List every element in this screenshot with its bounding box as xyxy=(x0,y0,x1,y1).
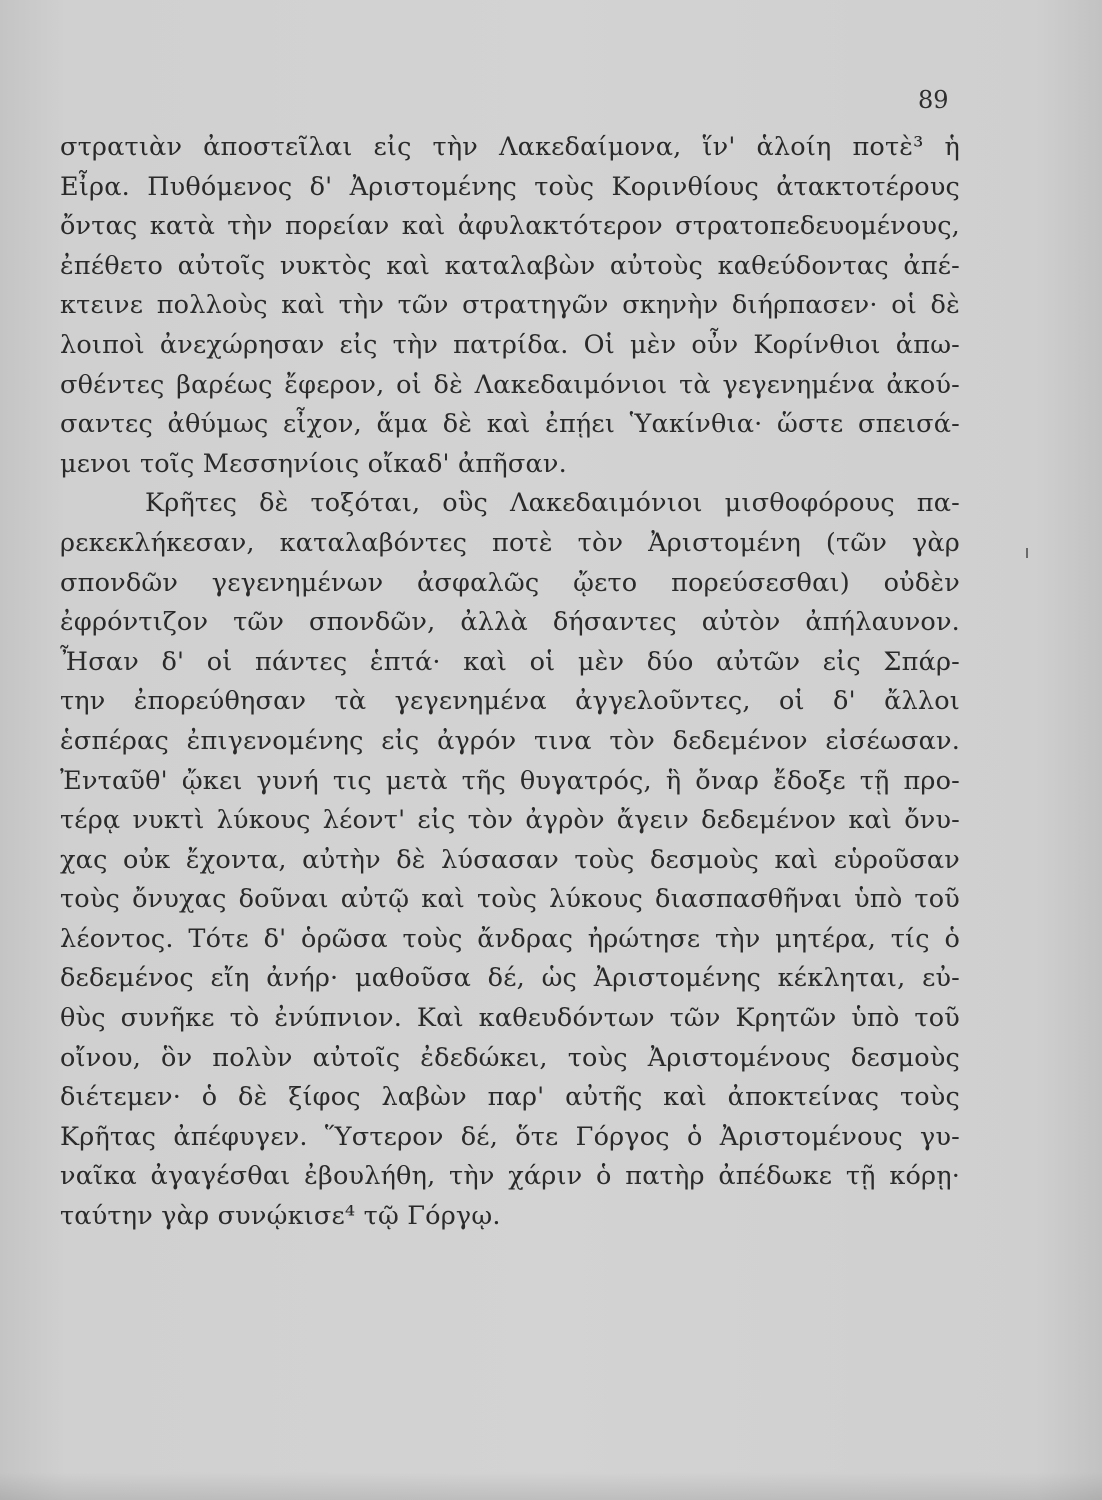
text-line: ἐφρόντιζον τῶν σπονδῶν, ἀλλὰ δήσαντες αὐτὸν ἀπήλαυνον. xyxy=(60,607,960,638)
body-text xyxy=(60,128,960,1237)
text-line: τοὺς ὄνυχας δοῦναι αὐτῷ καὶ τοὺς λύκους διασπασθῆναι ὑπὸ τοῦ xyxy=(60,884,960,915)
text-line: μενοι τοῖς Μεσσηνίοις οἴκαδ' ἀπῆσαν. xyxy=(60,448,567,479)
text-line: τέρᾳ νυκτὶ λύκους λέοντ' εἰς τὸν ἀγρὸν ἄγειν δεδεμένον καὶ ὄνυ- xyxy=(60,805,960,836)
text-line: δεδεμένος εἴη ἀνήρ· μαθοῦσα δέ, ὡς Ἀριστομένης κέκληται, εὐ- xyxy=(60,963,960,994)
text-line: σπονδῶν γεγενημένων ἀσφαλῶς ᾤετο πορεύσεσθαι) οὐδὲν xyxy=(60,567,960,598)
text-line: σθέντες βαρέως ἔφερον, οἱ δὲ Λακεδαιμόνιοι τὰ γεγενημένα ἀκού- xyxy=(60,369,960,400)
text-line: ρεκεκλήκεσαν, καταλαβόντες ποτὲ τὸν Ἀριστομένη (τῶν γὰρ xyxy=(60,527,960,558)
text-line: ἑσπέρας ἐπιγενομένης εἰς ἀγρόν τινα τὸν δεδεμένον εἰσέωσαν. xyxy=(60,725,960,756)
text-line: στρατιὰν ἀποστεῖλαι εἰς τὴν Λακεδαίμονα, ἵν' ἁλοίη ποτὲ³ ἡ xyxy=(60,132,960,162)
text-line: κτεινε πολλοὺς καὶ τὴν τῶν στρατηγῶν σκηνὴν διήρπασεν· οἱ δὲ xyxy=(60,290,960,321)
text-line: σαντες ἀθύμως εἶχον, ἅμα δὲ καὶ ἐπῄει Ὑακίνθια· ὥστε σπεισά- xyxy=(60,409,960,440)
text-line: την ἐπορεύθησαν τὰ γεγενημένα ἀγγελοῦντες, οἱ δ' ἄλλοι xyxy=(60,686,960,717)
text-line: ὄντας κατὰ τὴν πορείαν καὶ ἀφυλακτότερον στρατοπεδευομένους, xyxy=(60,211,960,242)
text-line: λοιποὶ ἀνεχώρησαν εἰς τὴν πατρίδα. Οἱ μὲν οὖν Κορίνθιοι ἀπω- xyxy=(60,329,960,360)
text-line: λέοντος. Τότε δ' ὁρῶσα τοὺς ἄνδρας ἠρώτησε τὴν μητέρα, τίς ὁ xyxy=(60,923,960,954)
print-speck xyxy=(1026,548,1028,558)
text-line: οἴνου, ὃν πολὺν αὐτοῖς ἐδεδώκει, τοὺς Ἀριστομένους δεσμοὺς xyxy=(60,1042,960,1073)
text-line: χας οὐκ ἔχοντα, αὐτὴν δὲ λύσασαν τοὺς δεσμοὺς καὶ εὑροῦσαν xyxy=(60,844,960,875)
text-line: Ἐνταῦθ' ᾤκει γυνή τις μετὰ τῆς θυγατρός, ἣ ὄναρ ἔδοξε τῇ προ- xyxy=(60,765,960,796)
text-line: Εἶρα. Πυθόμενος δ' Ἀριστομένης τοὺς Κορινθίους ἀτακτοτέρους xyxy=(60,171,960,202)
text-line: ἐπέθετο αὐτοῖς νυκτὸς καὶ καταλαβὼν αὐτοὺς καθεύδοντας ἀπέ- xyxy=(60,250,960,281)
text-line: Κρῆτες δὲ τοξόται, οὓς Λακεδαιμόνιοι μισθοφόρους πα- xyxy=(145,488,960,519)
text-line: Ἦσαν δ' οἱ πάντες ἑπτά· καὶ οἱ μὲν δύο αὐτῶν εἰς Σπάρ- xyxy=(60,646,960,677)
text-line: θὺς συνῆκε τὸ ἐνύπνιον. Καὶ καθευδόντων τῶν Κρητῶν ὑπὸ τοῦ xyxy=(60,1003,960,1034)
text-line: διέτεμεν· ὁ δὲ ξίφος λαβὼν παρ' αὐτῆς καὶ ἀποκτείνας τοὺς xyxy=(60,1082,960,1113)
text-line: ταύτην γὰρ συνῴκισε⁴ τῷ Γόργῳ. xyxy=(60,1201,501,1232)
page-number: 89 xyxy=(918,86,949,114)
text-line: Κρῆτας ἀπέφυγεν. Ὕστερον δέ, ὅτε Γόργος ὁ Ἀριστομένους γυ- xyxy=(60,1121,960,1152)
page-shadow xyxy=(0,1472,1102,1500)
text-line: ναῖκα ἀγαγέσθαι ἐβουλήθη, τὴν χάριν ὁ πατὴρ ἀπέδωκε τῇ κόρῃ· xyxy=(60,1161,960,1192)
